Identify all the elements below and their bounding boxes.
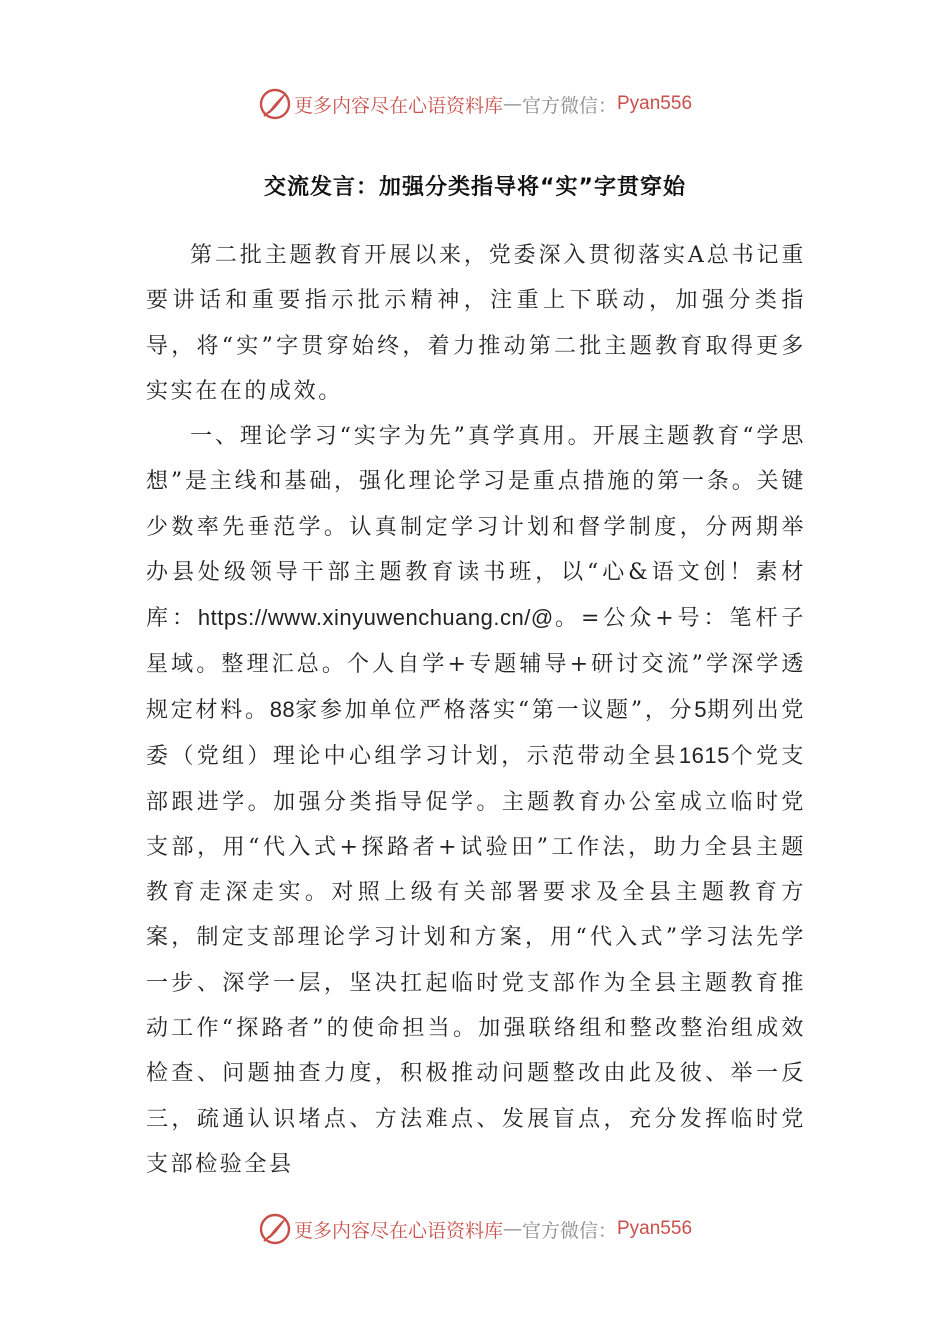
section-1-url: https://www.xinyuwenchuang.cn/@ [197, 605, 554, 631]
header-separator: — [502, 93, 522, 115]
section-1-count-units: 88 [269, 696, 296, 722]
document-body [146, 233, 806, 1187]
section-1-text-b: 。=公众+号：笔杆子星域。整理汇总。个人自学+专题辅导+研讨交流”学深学透规定材料。 [146, 606, 806, 723]
paragraph-section-1 [146, 414, 806, 1187]
section-1-count-branches: 1615 [678, 743, 730, 769]
footer-official-label: 官方微信： [521, 1219, 617, 1242]
footer-wechat-id: Pyan556 [617, 1218, 693, 1239]
footer-watermark [0, 1209, 950, 1249]
header-watermark [0, 84, 950, 124]
section-1-text-e: 个党支部跟进学。加强分类指导促学。主题教育办公室成立临时党支部，用“代入式+探路者+试验田”工作法，助力全县主题教育走深走实。对照上级有关部署要求及全县主题教育方案，制定支部理论学习计划和方案，用“代入式”学习法先学一步、深学一层，坚决扛起临时党支部作为全县主题教育推动工作“探路者”的使命担当。加强联络组和整改整治组成效检查、问题抽查力度，积极推动问题整改由此及彼、举一反三，疏通认识堵点、方法难点、发展盲点，充分发挥临时党支部检验全县 [146, 744, 806, 1177]
section-1-text-d: 期列出党委（党组）理论中心组学习计划，示范带动全县 [146, 697, 806, 770]
header-official-label: 官方微信： [521, 94, 617, 117]
document-title: 交流发言：加强分类指导将“实”字贯穿始 [264, 175, 686, 200]
header-wechat-id: Pyan556 [617, 93, 693, 114]
paragraph-intro: 第二批主题教育开展以来，党委深入贯彻落实A总书记重要讲话和重要指示批示精神，注重上下联动，加强分类指导，将“实”字贯穿始终，着力推动第二批主题教育取得更多实实在在的成效。 [146, 243, 806, 404]
section-1-text-c: 家参加单位严格落实“第一议题”，分 [295, 697, 695, 723]
header-brand-text: 更多内容尽在心语资料库 [293, 94, 503, 117]
quill-logo-icon [258, 1212, 292, 1246]
footer-brand-text: 更多内容尽在心语资料库 [293, 1219, 503, 1242]
footer-separator: — [502, 1218, 522, 1240]
section-1-count-periods: 5 [694, 696, 708, 722]
section-1-text-a: 一、理论学习“实字为先”真学真用。开展主题教育“学思想”是主线和基础，强化理论学习是重点措施的第一条。关键少数率先垂范学。认真制定学习计划和督学制度，分两期举办县处级领导干部主题教育读书班，以“心&语文创！素材库： [146, 424, 806, 632]
quill-logo-icon [258, 87, 292, 121]
